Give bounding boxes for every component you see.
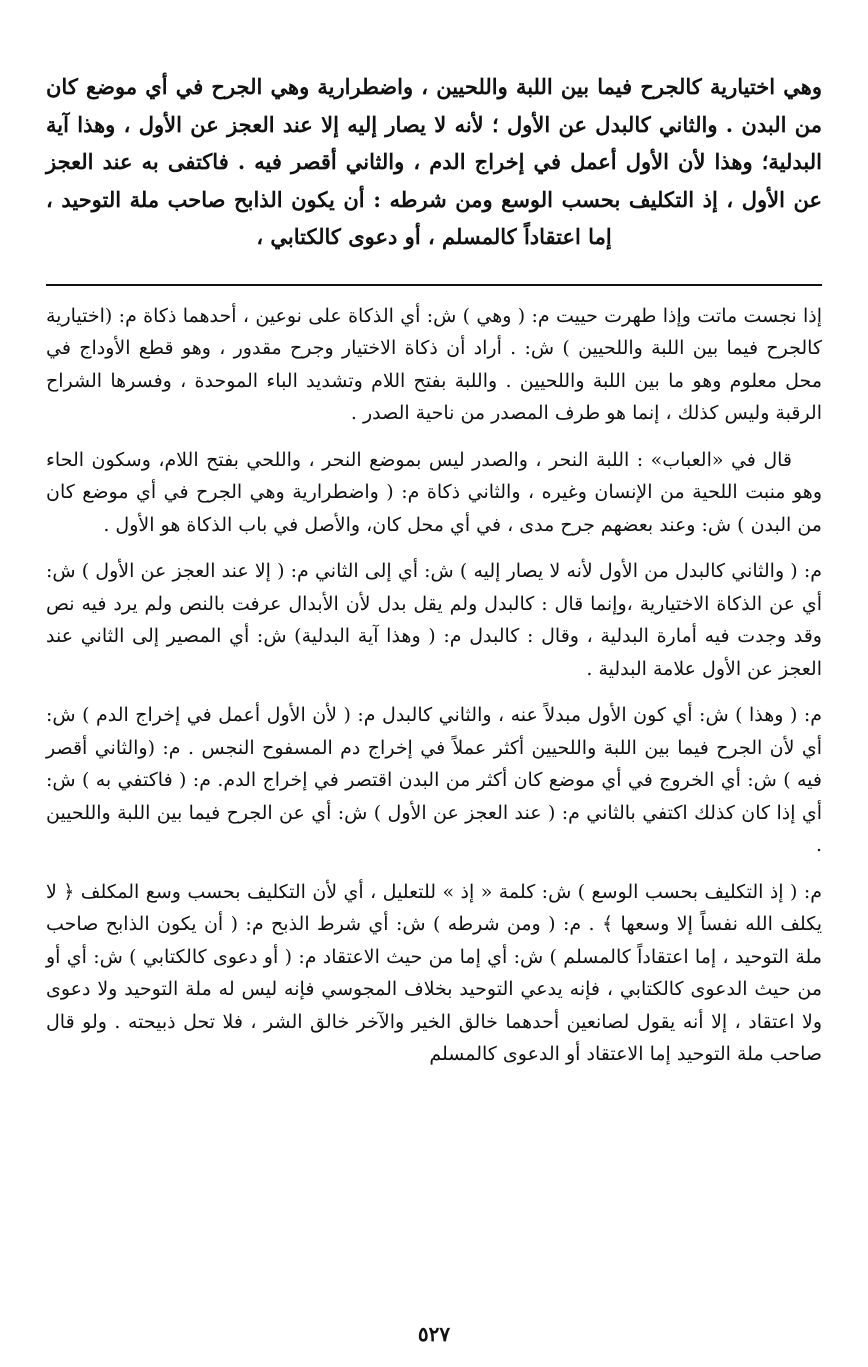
commentary-paragraph: إذا نجست ماتت وإذا طهرت حييت م: ( وهي ) ش: أي الذكاة على نوعين ، أحدهما ذكاة م: (اختيارية كالجرح فيما بين اللبة واللحيين ) ش: . أراد أن ذكاة الاختيار وجرح مقدور ، وهو قطع الأوداج في محل معلوم وهو ما بين اللبة واللحيين . واللبة بفتح اللام وتشديد الباء الموحدة ، وفسرها الشراح الرقبة وليس كذلك ، إنما هو طرف المصدر من ناحية الصدر . (46, 304, 822, 424)
commentary-paragraph: م: ( إذ التكليف بحسب الوسع ) ش: كلمة « إذ » للتعليل ، أي لأن التكليف بحسب وسع المكلف ﴿ لا يكلف الله نفساً إلا وسعها ﴾ . م: ( ومن شرطه ) ش: أي شرط الذبح م: ( أن يكون الذابح صاحب ملة التوحيد ، إما اعتقاداً كالمسلم ) ش: أي إما من حيث الاعتقاد م: ( أو دعوى كالكتابي ) ش: أي أو من حيث الدعوى كالكتابي ، فإنه يدعي التوحيد بخلاف المجوسي فإنه ليس له ملة التوحيد ولا دعوى ولا اعتقاد ، إلا أنه يقول لصانعين أحدهما خالق الخير والآخر خالق الشر ، فلا تحل ذبيحته . ولو قال صاحب ملة التوحيد إما الاعتقاد أو الدعوى كالمسلم (46, 880, 822, 1065)
commentary-paragraph: م: ( والثاني كالبدل من الأول لأنه لا يصار إليه ) ش: أي إلى الثاني م: ( إلا عند العجز عن الأول ) ش: أي عن الذكاة الاختيارية ،وإنما قال : كالبدل ولم يقل بدل لأن الأبدال عرفت بالنص ولم يرد فيه نص وقد وجدت فيه أمارة البدلية ، وقال : كالبدل م: ( وهذا آية البدلية) ش: أي المصير إلى الثاني عند العجز عن الأول علامة البدلية . (46, 560, 822, 680)
commentary-paragraph: قال في «العباب» : اللبة النحر ، والصدر ليس بموضع النحر ، واللحي بفتح اللام، وسكون الحاء وهو منبت اللحية من الإنسان وغيره ، والثاني ذكاة م: ( واضطرارية وهي الجرح في أي موضع كان من البدن ) ش: وعند بعضهم جرح مدى ، في أي محل كان، والأصل في باب الذكاة هو الأول . (46, 448, 822, 536)
page-number: ٥٢٧ (417, 1322, 451, 1346)
commentary-paragraph: م: ( وهذا ) ش: أي كون الأول مبدلاً عنه ، والثاني كالبدل م: ( لأن الأول أعمل في إخراج الدم ) ش: أي لأن الجرح فيما بين اللبة واللحيين أكثر عملاً في إخراج دم المسفوح النجس . م: (والثاني أقصر فيه ) ش: أي الخروج في أي موضع كان أكثر من البدن اقتصر في إخراج الدم. م: ( فاكتفي به ) ش: أي إذا كان كذلك اكتفي بالثاني م: ( عند العجز عن الأول ) ش: أي عن الجرح فيما بين اللبة واللحيين . (46, 704, 822, 856)
main-text-block: وهي اختيارية كالجرح فيما بين اللبة واللحيين ، واضطرارية وهي الجرح في أي موضع كان من البدن . والثاني كالبدل عن الأول ؛ لأنه لا يصار إليه إلا عند العجز عن الأول ، وهذا آية البدلية؛ وهذا لأن الأول أعمل في إخراج الدم ، والثاني أقصر فيه . فاكتفى به عند العجز عن الأول ، إذ التكليف بحسب الوسع ومن شرطه : أن يكون الذابح صاحب ملة التوحيد ، إما اعتقاداً كالمسلم ، أو دعوى كالكتابي ، (46, 74, 822, 249)
separator-line (46, 284, 822, 286)
commentary-section (46, 300, 822, 1071)
